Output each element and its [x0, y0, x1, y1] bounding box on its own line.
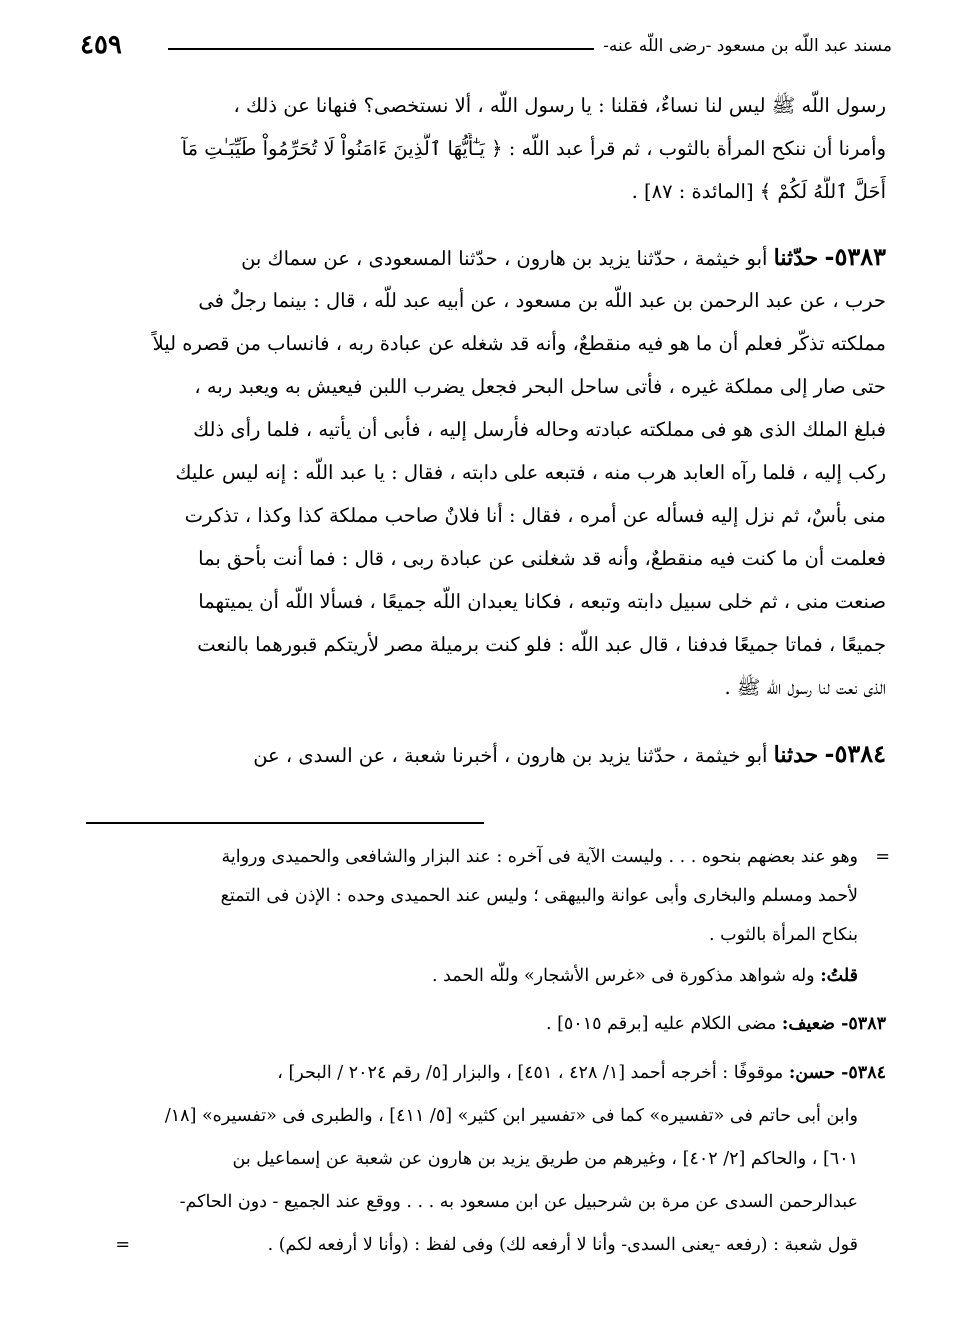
text-line: ركب إليه ، فلما رآه العابد هرب منه ، فتبعه على دابته ، فقال : يا عبد اللّه : إنه ليس عليك: [175, 461, 886, 484]
text-line: الذى نعت لنا رسول اللّه ﷺ .: [724, 676, 886, 699]
header-title: مسند عبد اللّه بن مسعود -رضى اللّه عنه-: [603, 36, 892, 56]
footnote-line: عبدالرحمن السدى عن مرة بن شرحبيل عن ابن مسعود به . . . ووقع عند الجميع - دون الحاكم-: [179, 1192, 858, 1212]
footnote-5384-text: موقوفًا : أخرجه أحمد [١/ ٤٢٨ ، ٤٥١] ، والبزار [٥/ رقم ٢٠٢٤ / البحر] ،: [277, 1063, 784, 1083]
footnote-line: لأحمد ومسلم والبخارى وأبى عوانة والبيهقى ؛ وليس عند الحميدى وحده : الإذن فى التمتع: [220, 886, 858, 906]
footnote-5384-label: ٥٣٨٤- حسن:: [788, 1063, 886, 1083]
footnote-line: وابن أبى حاتم فى «تفسيره» كما فى «تفسير ابن كثير» [٥/ ٤١١] ، والطبرى فى «تفسيره» [١٨/: [164, 1106, 858, 1126]
footnote-line: وهو عند بعضهم بنحوه . . . وليست الآية فى آخره : عند البزار والشافعى والحميدى ورواية: [221, 847, 858, 867]
text-line: مملكته تذكّر فعلم أن ما هو فيه منقطعٌ، وأنه قد شغله عن عبادة ربه ، فانساب من قصره ليلاً: [152, 332, 886, 355]
footnote-line: بنكاح المرأة بالثوب .: [708, 925, 858, 945]
text-line: حرب ، عن عبد الرحمن بن عبد اللّه بن مسعود ، عن أبيه عبد للّه ، قال : بينما رجلٌ فى: [198, 289, 886, 312]
hadith-5383-first-line: [80, 241, 886, 279]
footnote-qult: [82, 961, 858, 997]
text-line: صنعت منى ، ثم خلى سبيل دابته وتبعه ، فكانا يعبدان اللّه جميعًا ، فسألا اللّه أن يميتهما: [198, 590, 886, 613]
text-line: حتى صار إلى مملكة غيره ، فأتى ساحل البحر فجعل يضرب اللبن فيعيش به ويعبد ربه ،: [194, 375, 886, 398]
header-rule: [168, 48, 594, 50]
footnote-separator: [86, 822, 484, 824]
continuation-mark: =: [115, 1235, 130, 1255]
page-header: [80, 30, 892, 70]
footnote-5384: [82, 1058, 886, 1094]
continuation-mark: =: [875, 847, 890, 867]
text-line: أَحَلَّ ٱللَّهُ لَكُمْ ﴾ [المائدة : ٨٧] .: [631, 180, 886, 203]
text-line: منى بأسٌ، ثم نزل إليه فسأله عن أمره ، فقال : أنا فلانٌ صاحب مملكة كذا وكذا ، تذكرت: [184, 504, 886, 527]
text-line: وأمرنا أن ننكح المرأة بالثوب ، ثم قرأ عبد اللّه : ﴿ يَـٰٓأَيُّهَا ٱلَّذِينَ ءَامَنُواْ لَا تُحَرِّمُواْ طَيِّبَـٰتِ مَآ: [181, 137, 886, 160]
hadith-5384-first-line: [80, 738, 886, 776]
text-line: فبلغ الملك الذى هو فى مملكته عبادته وحاله فأرسل إليه ، فأبى أن يأتيه ، فلما رأى ذلك: [193, 418, 886, 441]
footnote-line: ٦٠١] ، والحاكم [٢/ ٤٠٢] ، وغيرهم من طريق يزيد بن هارون عن شعبة عن إسماعيل بن: [232, 1149, 858, 1169]
hadith-number: ٥٣٨٤-: [824, 739, 886, 768]
hadith-head-word: حدثنا: [773, 742, 819, 768]
text-line: رسول اللّه ﷺ ليس لنا نساءٌ، فقلنا : يا رسول اللّه ، ألا نستخصى؟ فنهانا عن ذلك ،: [233, 94, 886, 117]
text-line: فعلمت أن ما كنت فيه منقطعٌ، وأنه قد شغلنى عن عبادة ربى ، قال : فما أنت بأحق بما: [198, 547, 886, 570]
page-number: ٤٥٩: [80, 30, 122, 60]
footnote-5383-text: مضى الكلام عليه [برقم ٥٠١٥] .: [545, 1014, 777, 1034]
footnote-5383-label: ٥٣٨٣- ضعيف:: [781, 1014, 886, 1034]
text-line: جميعًا ، فماتا جميعًا فدفنا ، قال عبد اللّه : فلو كنت برميلة مصر لأريتكم قبورهما بالنعت: [197, 633, 886, 656]
qult-label: قلتُ:: [820, 966, 858, 986]
qult-text: وله شواهد مذكورة فى «غرس الأشجار» وللّه الحمد .: [431, 966, 815, 986]
hadith-head-word: حدّثنا: [773, 245, 819, 271]
hadith-text: أبو خيثمة ، حدّثنا يزيد بن هارون ، أخبرنا شعبة ، عن السدى ، عن: [253, 744, 768, 767]
footnote-5383: [82, 1009, 886, 1045]
hadith-text: أبو خيثمة ، حدّثنا يزيد بن هارون ، حدّثنا المسعودى ، عن سماك بن: [241, 247, 768, 270]
hadith-number: ٥٣٨٣-: [824, 242, 886, 271]
footnote-line: قول شعبة : (رفعه -يعنى السدى- وأنا لا أرفعه لك) وفى لفظ : (وأنا لا أرفعه لكم) .: [267, 1235, 858, 1255]
